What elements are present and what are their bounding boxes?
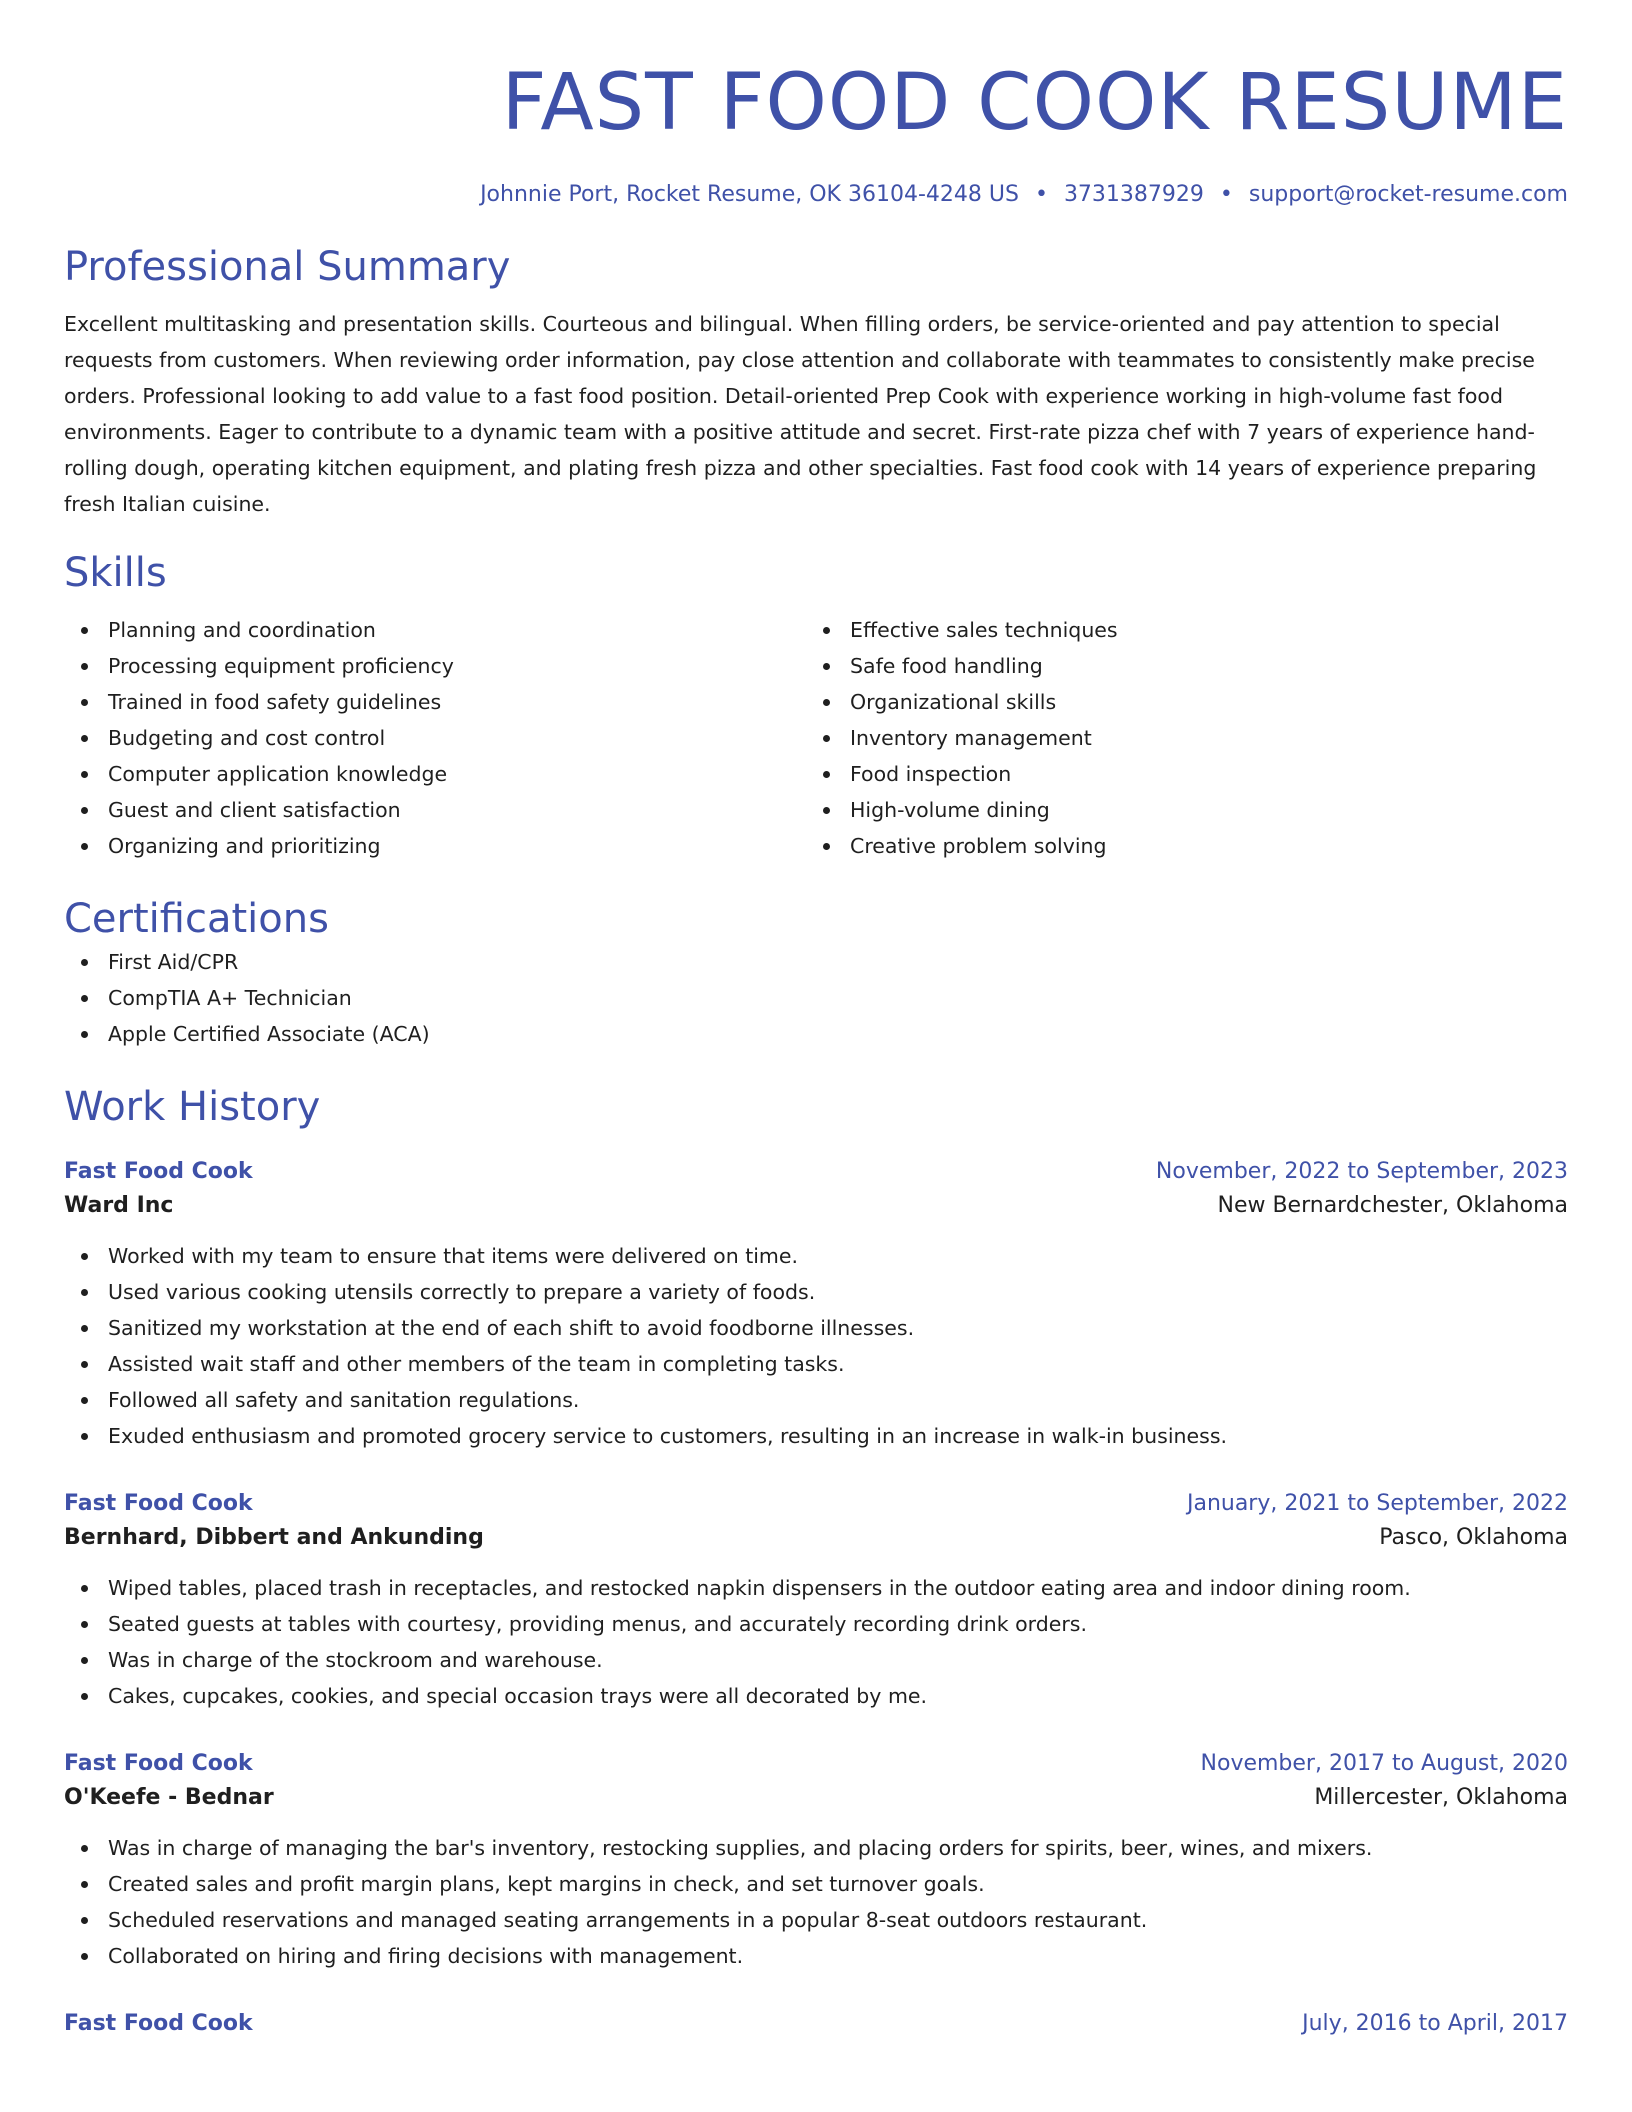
summary-heading: Professional Summary: [64, 244, 511, 290]
skill-item: Budgeting and cost control: [64, 720, 806, 756]
job-duty-item: Scheduled reservations and managed seating arrangements in a popular 8-seat outdoors restaurant.: [64, 1902, 1568, 1938]
job-entry: [64, 1488, 1568, 1714]
job-duty-item: Was in charge of managing the bar's inventory, restocking supplies, and placing orders for spirits, beer, wines, and mixers.: [64, 1830, 1568, 1866]
contact-phone: 3731387929: [1063, 182, 1204, 207]
job-duty-item: Created sales and profit margin plans, kept margins in check, and set turnover goals.: [64, 1866, 1568, 1902]
job-company-row: [64, 1780, 1568, 1816]
job-dates: November, 2022 to September, 2023: [1155, 1159, 1568, 1184]
job-duty-item: Worked with my team to ensure that items were delivered on time.: [64, 1238, 1568, 1274]
skill-item: Organizational skills: [806, 684, 1548, 720]
job-company-row: [64, 1188, 1568, 1224]
certifications-list: [64, 944, 1568, 1052]
skill-item: Inventory management: [806, 720, 1548, 756]
skill-item: Planning and coordination: [64, 612, 806, 648]
contact-line: [64, 180, 1568, 210]
contact-address: Johnnie Port, Rocket Resume, OK 36104-4248 US: [480, 182, 1019, 207]
certification-item: Apple Certified Associate (ACA): [64, 1016, 1568, 1052]
job-duty-item: Exuded enthusiasm and promoted grocery service to customers, resulting in an increase in walk-in business.: [64, 1418, 1568, 1454]
job-company: Bernhard, Dibbert and Ankunding: [64, 1525, 484, 1550]
job-duty-item: Assisted wait staff and other members of the team in completing tasks.: [64, 1346, 1568, 1382]
job-entry: [64, 2008, 1568, 2040]
skill-item: Processing equipment proficiency: [64, 648, 806, 684]
job-header-row: [64, 1488, 1568, 1520]
skills-column-right: [806, 612, 1548, 864]
job-location: New Bernardchester, Oklahoma: [1217, 1193, 1568, 1218]
contact-separator: •: [1219, 182, 1233, 207]
job-location: Millercester, Oklahoma: [1314, 1785, 1568, 1810]
skill-item: High-volume dining: [806, 792, 1548, 828]
job-duty-item: Cakes, cupcakes, cookies, and special occasion trays were all decorated by me.: [64, 1678, 1568, 1714]
skills-list-right: [806, 612, 1548, 864]
job-title: Fast Food Cook: [64, 2011, 253, 2036]
job-duty-item: Collaborated on hiring and firing decisions with management.: [64, 1938, 1568, 1974]
certification-item: CompTIA A+ Technician: [64, 980, 1568, 1016]
job-duty-item: Sanitized my workstation at the end of each shift to avoid foodborne illnesses.: [64, 1310, 1568, 1346]
skill-item: Effective sales techniques: [806, 612, 1548, 648]
job-duties-list: [64, 1570, 1568, 1714]
job-company-row: [64, 1520, 1568, 1556]
job-duty-item: Seated guests at tables with courtesy, providing menus, and accurately recording drink orders.: [64, 1606, 1568, 1642]
job-duties-list: [64, 1830, 1568, 1974]
skill-item: Organizing and prioritizing: [64, 828, 806, 864]
resume-page: [64, 0, 1568, 2040]
certifications-heading: Certifications: [64, 896, 329, 942]
job-duty-item: Wiped tables, placed trash in receptacles, and restocked napkin dispensers in the outdoor eating area and indoor dining room.: [64, 1570, 1568, 1606]
skills-column-left: [64, 612, 806, 864]
job-duties-list: [64, 1238, 1568, 1454]
job-company: O'Keefe - Bednar: [64, 1785, 274, 1810]
job-title: Fast Food Cook: [64, 1491, 253, 1516]
job-header-row: [64, 1156, 1568, 1188]
job-dates: July, 2016 to April, 2017: [1302, 2011, 1568, 2036]
job-location: Pasco, Oklahoma: [1379, 1525, 1568, 1550]
skill-item: Trained in food safety guidelines: [64, 684, 806, 720]
summary-text: Excellent multitasking and presentation skills. Courteous and bilingual. When filling orders, be service-oriented and pay attention to special requests from customers. When reviewing order information, pay close attention and collaborate with teammates to consistently make precise orders. Professional looking to add value to a fast food position. Detail-oriented Prep Cook with experience working in high-volume fast food environments. Eager to contribute to a dynamic team with a positive attitude and secret. First-rate pizza chef with 7 years of experience hand-rolling dough, operating kitchen equipment, and plating fresh pizza and other specialties. Fast food cook with 14 years of experience preparing fresh Italian cuisine.: [64, 312, 1537, 516]
job-entry: [64, 1156, 1568, 1454]
skill-item: Safe food handling: [806, 648, 1548, 684]
skill-item: Food inspection: [806, 756, 1548, 792]
contact-separator: •: [1034, 182, 1048, 207]
job-duty-item: Followed all safety and sanitation regulations.: [64, 1382, 1568, 1418]
job-dates: January, 2021 to September, 2022: [1186, 1491, 1568, 1516]
job-company: Ward Inc: [64, 1193, 174, 1218]
job-dates: November, 2017 to August, 2020: [1200, 1751, 1568, 1776]
resume-title: FAST FOOD COOK RESUME: [501, 58, 1568, 148]
skills-list-left: [64, 612, 806, 864]
skills-grid: [64, 612, 1568, 864]
skills-heading: Skills: [64, 550, 167, 596]
contact-email[interactable]: support@rocket-resume.com: [1248, 182, 1568, 207]
work-history-heading: Work History: [64, 1084, 321, 1130]
job-duty-item: Used various cooking utensils correctly to prepare a variety of foods.: [64, 1274, 1568, 1310]
certification-item: First Aid/CPR: [64, 944, 1568, 980]
skill-item: Guest and client satisfaction: [64, 792, 806, 828]
job-header-row: [64, 2008, 1568, 2040]
job-entry: [64, 1748, 1568, 1974]
job-duty-item: Was in charge of the stockroom and warehouse.: [64, 1642, 1568, 1678]
skill-item: Computer application knowledge: [64, 756, 806, 792]
skill-item: Creative problem solving: [806, 828, 1548, 864]
job-title: Fast Food Cook: [64, 1751, 253, 1776]
job-header-row: [64, 1748, 1568, 1780]
job-title: Fast Food Cook: [64, 1159, 253, 1184]
